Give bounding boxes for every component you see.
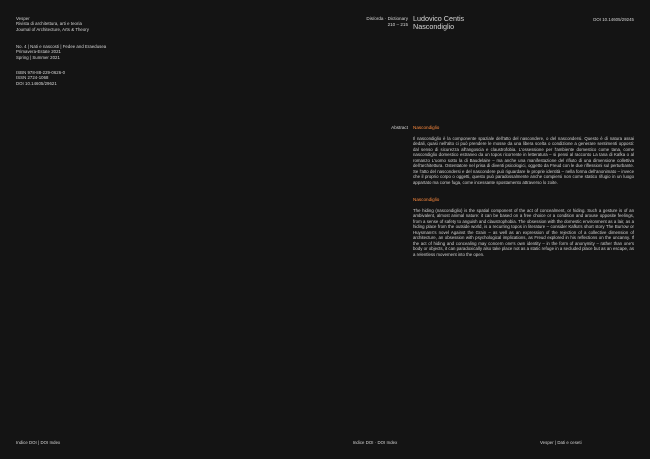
abstract-label: Abstract xyxy=(391,125,408,130)
issue-number: No. 4 | Nati e nascosti | Fedee and Eraedusea xyxy=(16,44,107,49)
issue-block xyxy=(16,44,126,60)
issn: ISSN 2724-1068 xyxy=(16,75,49,81)
journal-block xyxy=(16,16,126,32)
article-title: Nascondiglio xyxy=(413,22,455,32)
abstract-column xyxy=(413,125,634,257)
journal-subtitle-en: Journal of Architecture, Arts & Theory xyxy=(16,26,89,32)
author-name: Ludovico Centis xyxy=(413,14,465,23)
abstract-heading-it: Nascondiglio xyxy=(413,125,440,130)
article-doi: DOI 10.14605/29245 xyxy=(593,17,634,22)
page-range: 210 – 215 xyxy=(387,21,408,27)
abstract-text-en: The hiding (nascondiglio) is the spatial component of the act of concealment, or hiding. Such a gesture is of an ambivalent, almost animal nature: it can be based on a free choice or a condition and arouse opposite feelings, from a sense of safety to anguish and claustrophobia. The obsession with the domestic environment as a lair, as a hiding place from the outside world, is a recurring topos in literature – consider Kafka's short story The Burrow or Huysmans's novel Against the Grain – as well as an expression of the rejection of a collective dimension of architecture, an obsession with psychological implications, as Freud explored in his reflections on the uncanny. If the act of hiding and concealing may concern one's own identity – in the form of anonymity – rather than one's body or objects, it can paradoxically also take place not as a static refuge in a secluded place but as an escape, as a relentless movement into the open. xyxy=(413,207,634,257)
section-name: Dis/orda · Dictionary xyxy=(366,16,408,21)
journal-name: Vesper xyxy=(16,16,30,21)
footer-right: Vesper | Dati e ceseti xyxy=(540,440,582,445)
journal-subtitle-it: Rivista di architettura, arti e teoria xyxy=(16,21,82,27)
issue-season-it: Primavera-Estate 2021 xyxy=(16,49,61,55)
article-header xyxy=(413,15,553,31)
issue-season-en: Spring | Summer 2021 xyxy=(16,54,60,60)
abstract-heading-en: Nascondiglio xyxy=(413,197,440,203)
abstract-text-it: Il nascondiglio è la componente spaziale dell'atto del nascondere, o del nascondersi. Questo è di natura assai dedali, quasi nell'alto ci può prendere le mosse da una libera scelta o condizione a generare sentimenti opposti: dal senso di sicurezza all'angoscia e claustrofobia. L'ossessione per l'ambiente domestico come tana, come nascondiglio domestico estraneo da un topos ricorrente in letteratura – si pensi al racconto La tana di Kafka o al romanzo L'uomo sotto la di Baudelaire – ma anche una manifestazione del rifiuto di una dimensione collettiva dell'architettura. Ostentatore nel prisa di diventi psicologici, oggetto da Freud con le due riflessioni sul perturbante. Se l'atto del nascondersi e del nascondere può riguardare le proprie identità – nella forma dell'anonimato – invece che il proprio corpo o oggetti, questo può paradossalmente anche compiersi non come statico rifugio in un luogo appartato ma come fuga, come incessante spostamento attraverso lo zoite. xyxy=(413,135,634,185)
footer-center: Indice DOI · DOI Index xyxy=(352,440,398,445)
journal-doi: DOI 10.14605/29621 xyxy=(16,80,57,86)
footer-left: Indice DOI | DOI Index xyxy=(16,440,61,445)
isbn-block xyxy=(16,70,126,86)
isbn: ISBN 978-88-229-0626-0 xyxy=(16,70,66,75)
section-label xyxy=(340,16,408,27)
